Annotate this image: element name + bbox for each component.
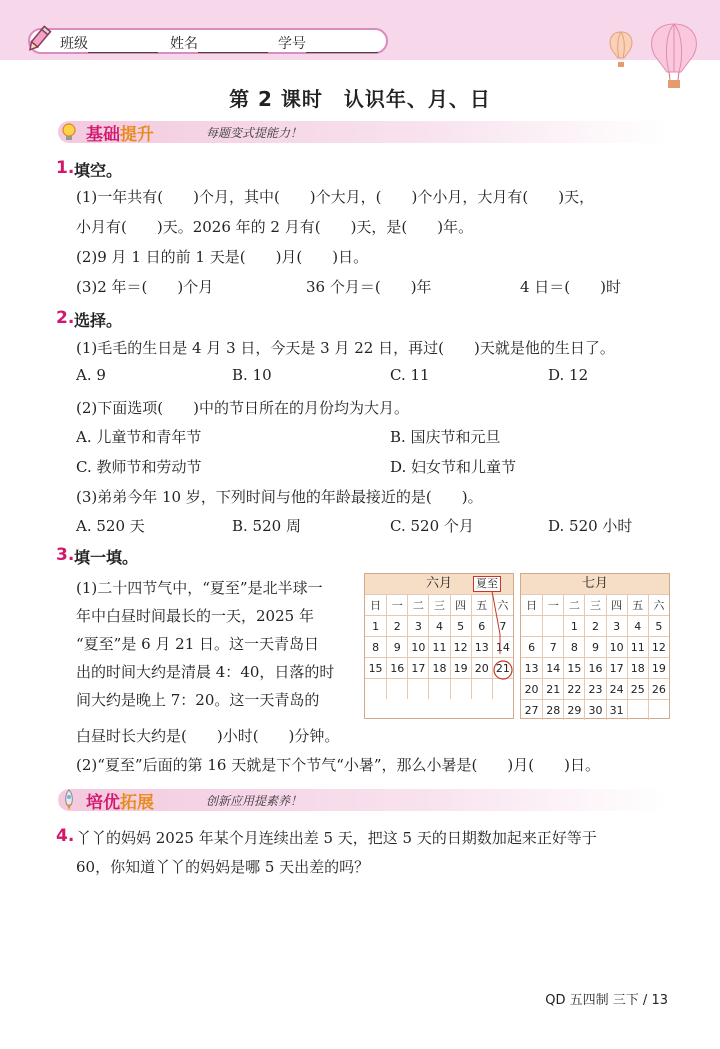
calendar-day-cell: 28: [542, 699, 563, 720]
class-label: 班级: [60, 36, 88, 52]
q1-number: 1.: [56, 158, 75, 178]
section-advanced-title: [86, 788, 154, 813]
july-calendar-title: 七月: [581, 576, 608, 591]
section-basic-title-b: 提升: [120, 125, 154, 145]
q3-title: 填一填。: [74, 548, 139, 567]
june-calendar-title: 六月: [425, 576, 452, 591]
q2-title: 选择。: [74, 311, 123, 330]
section-advanced-slogan: 创新应用提素养！: [206, 794, 303, 808]
june-calendar-header: [365, 574, 513, 594]
q3-line: 白昼时长大约是( )小时( )分钟。: [76, 727, 340, 745]
q2-sub2-option[interactable]: B. 国庆节和元旦: [390, 428, 501, 446]
q2-sub3-option[interactable]: B. 520 周: [232, 517, 301, 535]
calendar-day-cell: [542, 615, 563, 636]
q1-conversion: (3)2 年＝( )个月: [76, 278, 214, 296]
calendar-day-cell: 9: [386, 636, 407, 657]
calendar-day-cell: 13: [521, 657, 542, 678]
weekday-header: 三: [584, 594, 605, 615]
rocket-icon: [58, 789, 80, 811]
calendar-day-cell: 6: [521, 636, 542, 657]
q3-line: (1)二十四节气中，“夏至”是北半球一: [76, 579, 323, 597]
q3-line: 间大约是晚上 7：20。这一天青岛的: [76, 691, 320, 709]
calendar-day-cell: [521, 615, 542, 636]
calendar-day-cell: 7: [492, 615, 513, 636]
q3-line: “夏至”是 6 月 21 日。这一天青岛日: [76, 635, 320, 653]
section-basic-slogan: 每题变式提能力！: [206, 126, 303, 140]
section-advanced-title-b: 拓展: [120, 793, 154, 813]
calendar-day-cell: 30: [584, 699, 605, 720]
calendar-day-cell: 5: [450, 615, 471, 636]
calendar-day-cell: 11: [428, 636, 449, 657]
name-label: 姓名: [170, 36, 198, 52]
calendar-day-cell: [407, 678, 428, 699]
calendar-day-cell: 18: [627, 657, 648, 678]
calendar-day-cell: 4: [428, 615, 449, 636]
calendar-day-cell: 24: [606, 678, 627, 699]
calendar-day-cell: 8: [563, 636, 584, 657]
calendar-day-cell: 14: [542, 657, 563, 678]
calendar-day-cell: 12: [450, 636, 471, 657]
calendar-day-cell: 6: [471, 615, 492, 636]
name-field[interactable]: [170, 33, 268, 53]
pencil-icon: [24, 24, 54, 54]
weekday-header: 三: [428, 594, 449, 615]
q2-sub1-option[interactable]: B. 10: [232, 366, 272, 384]
q1-line: (1)一年共有( )个月，其中( )个大月，( )个小月，大月有( )天，: [76, 188, 595, 206]
q4-line: 60，你知道丫丫的妈妈是哪 5 天出差的吗？: [76, 858, 370, 876]
q2-sub3-option[interactable]: D. 520 小时: [548, 517, 633, 535]
section-basic-title-a: 基础: [86, 125, 120, 145]
calendar-day-cell: 4: [627, 615, 648, 636]
q2-sub2-text: (2)下面选项( )中的节日所在的月份均为大月。: [76, 399, 409, 417]
calendar-day-cell: 5: [648, 615, 669, 636]
calendar-day-cell: 9: [584, 636, 605, 657]
calendar-day-cell: 20: [521, 678, 542, 699]
q1-conversion: 4 日＝( )时: [520, 278, 622, 296]
weekday-header: 一: [386, 594, 407, 615]
calendar-day-cell: 26: [648, 678, 669, 699]
calendar-day-cell: 23: [584, 678, 605, 699]
calendar-day-cell: 25: [627, 678, 648, 699]
calendar-day-cell: [648, 699, 669, 720]
q2-sub3-option[interactable]: A. 520 天: [76, 517, 145, 535]
q2-sub3-option[interactable]: C. 520 个月: [390, 517, 474, 535]
weekday-header: 四: [606, 594, 627, 615]
weekday-header: 五: [471, 594, 492, 615]
q2-sub2-option[interactable]: C. 教师节和劳动节: [76, 458, 202, 476]
calendar-day-cell: 15: [563, 657, 584, 678]
q3-line2: (2)“夏至”后面的第 16 天就是下个节气“小暑”，那么小暑是( )月( )日。: [76, 756, 600, 774]
weekday-header: 二: [407, 594, 428, 615]
lesson-title: 第 2 课时 认识年、月、日: [229, 87, 491, 111]
calendar-day-cell: 17: [606, 657, 627, 678]
q2-sub1-option[interactable]: A. 9: [76, 366, 106, 384]
june-calendar: [364, 573, 514, 719]
calendar-day-cell: 17: [407, 657, 428, 678]
calendar-day-cell: 31: [606, 699, 627, 720]
calendar-day-cell: 22: [563, 678, 584, 699]
weekday-header: 六: [648, 594, 669, 615]
weekday-header: 日: [521, 594, 542, 615]
q2-sub3-text: (3)弟弟今年 10 岁，下列时间与他的年龄最接近的是( )。: [76, 488, 483, 506]
q4-number: 4.: [56, 826, 75, 846]
small-balloon-icon: [606, 30, 636, 70]
calendar-day-cell: 14: [492, 636, 513, 657]
july-calendar-grid: [521, 594, 669, 720]
calendar-day-cell: 21: [492, 657, 513, 678]
calendar-day-cell: 2: [584, 615, 605, 636]
weekday-header: 二: [563, 594, 584, 615]
section-advanced-title-a: 培优: [86, 793, 120, 813]
calendar-day-cell: 1: [365, 615, 386, 636]
calendar-day-cell: 20: [471, 657, 492, 678]
june-calendar-grid: [365, 594, 513, 699]
calendar-day-cell: 12: [648, 636, 669, 657]
calendar-day-cell: 8: [365, 636, 386, 657]
weekday-header: 一: [542, 594, 563, 615]
q2-sub1-option[interactable]: C. 11: [390, 366, 430, 384]
q2-sub1-option[interactable]: D. 12: [548, 366, 589, 384]
section-basic-title: [86, 120, 154, 145]
calendar-day-cell: 19: [450, 657, 471, 678]
calendar-day-cell: [627, 699, 648, 720]
calendar-day-cell: 1: [563, 615, 584, 636]
calendar-day-cell: [365, 678, 386, 699]
calendar-day-cell: [471, 678, 492, 699]
q2-sub1-text: (1)毛毛的生日是 4 月 3 日，今天是 3 月 22 日，再过( )天就是他的生日了。: [76, 339, 615, 357]
calendar-day-cell: 18: [428, 657, 449, 678]
calendar-day-cell: 2: [386, 615, 407, 636]
student-id-label: 学号: [278, 36, 306, 52]
q1-conversion: 36 个月＝( )年: [306, 278, 432, 296]
calendar-day-cell: 3: [606, 615, 627, 636]
q2-sub2-option[interactable]: D. 妇女节和儿童节: [390, 458, 517, 476]
weekday-header: 日: [365, 594, 386, 615]
calendar-day-cell: [386, 678, 407, 699]
student-id-field[interactable]: [278, 33, 378, 53]
calendar-day-cell: 19: [648, 657, 669, 678]
q4-line: 丫丫的妈妈 2025 年某个月连续出差 5 天，把这 5 天的日期数加起来正好等于: [76, 829, 597, 847]
calendar-day-cell: 15: [365, 657, 386, 678]
calendar-day-cell: 21: [542, 678, 563, 699]
july-calendar-header: [521, 574, 669, 594]
weekday-header: 六: [492, 594, 513, 615]
q2-sub2-option[interactable]: A. 儿童节和青年节: [76, 428, 202, 446]
calendar-day-cell: 27: [521, 699, 542, 720]
page-footer: QD 五四制 三下 / 13: [545, 993, 668, 1008]
q1-title: 填空。: [74, 161, 123, 180]
large-balloon-icon: [645, 22, 703, 92]
calendar-day-cell: 29: [563, 699, 584, 720]
calendar-day-cell: 13: [471, 636, 492, 657]
calendar-day-cell: [492, 678, 513, 699]
calendar-day-cell: 16: [386, 657, 407, 678]
calendar-day-cell: 11: [627, 636, 648, 657]
calendar-day-cell: [450, 678, 471, 699]
weekday-header: 五: [627, 594, 648, 615]
q1-line: 小月有( )天。2026 年的 2 月有( )天，是( )年。: [76, 218, 474, 236]
calendar-day-cell: 10: [407, 636, 428, 657]
july-calendar: [520, 573, 670, 719]
calendar-day-cell: [428, 678, 449, 699]
q3-line: 出的时间大约是清晨 4：40，日落的时: [76, 663, 335, 681]
q2-number: 2.: [56, 308, 75, 328]
q3-line: 年中白昼时间最长的一天，2025 年: [76, 607, 314, 625]
calendar-day-cell: 16: [584, 657, 605, 678]
summer-solstice-tag: 夏至: [473, 576, 501, 592]
q1-line: (2)9 月 1 日的前 1 天是( )月( )日。: [76, 248, 369, 266]
student-info-bar: [28, 28, 388, 54]
calendar-day-cell: 10: [606, 636, 627, 657]
lightbulb-icon: [58, 121, 80, 143]
class-field[interactable]: [60, 33, 158, 53]
calendar-day-cell: 7: [542, 636, 563, 657]
q3-number: 3.: [56, 545, 75, 565]
calendar-day-cell: 3: [407, 615, 428, 636]
weekday-header: 四: [450, 594, 471, 615]
